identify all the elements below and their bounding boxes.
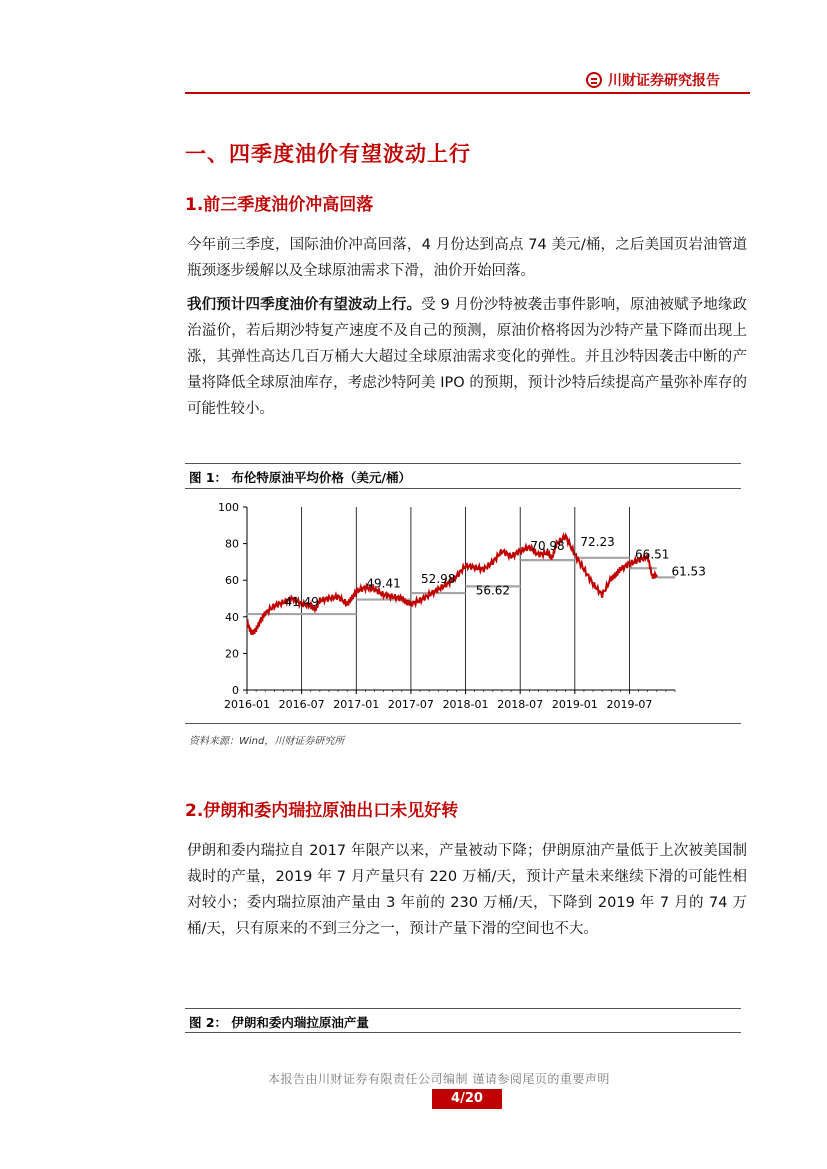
x-tick-label: 2017-01 — [333, 698, 380, 711]
y-tick-label: 60 — [225, 574, 239, 588]
paragraph-2-body: 受 9 月份沙特被袭击事件影响，原油被赋予地缘政治溢价，若后期沙特复产速度不及自己的预测，原油价格将因为沙特产量下降而出现上涨，其弹性高达几百万桶大大超过全球原油需求变化的弹性。并且沙特因袭击中断的产量将降低全球原油库存，考虑沙特阿美 IPO 的预期，预计沙特后续提高产量弥补库存的可能性较小。 — [187, 297, 747, 417]
header-brand — [586, 70, 720, 90]
page-number: 4/20 — [432, 1089, 502, 1109]
footer-disclaimer: 本报告由川财证券有限责任公司编制 谨请参阅尾页的重要声明 — [268, 1072, 610, 1086]
paragraph-3: 伊朗和委内瑞拉自 2017 年限产以来，产量被动下降；伊朗原油产量低于上次被美国制裁时的产量，2019 年 7 月产量只有 220 万桶/天，预计产量未来继续下滑的可能性相对较小；委内瑞拉原油产量由 3 年前的 230 万桶/天，下降到 2019 年 7 月的 74 万桶/天，只有原来的不到三分之一，预计产量下滑的空间也不大。 — [187, 843, 747, 937]
average-price-label: 72.23 — [580, 534, 615, 549]
paragraph-1: 今年前三季度，国际油价冲高回落，4 月份达到高点 74 美元/桶，之后美国页岩油管道瓶颈逐步缓解以及全球原油需求下滑，油价开始回落。 — [187, 237, 747, 279]
average-price-label: 52.98 — [421, 572, 456, 587]
figure-1-source: 资料来源：Wind，川财证券研究所 — [189, 736, 345, 747]
y-tick-label: 40 — [225, 610, 239, 624]
section-title: 一、四季度油价有望波动上行 — [185, 142, 471, 166]
y-tick-label: 80 — [225, 537, 239, 551]
figure-1-title-rule — [185, 488, 741, 489]
subsection-2-title: 2.伊朗和委内瑞拉原油出口未见好转 — [185, 801, 459, 821]
figure-2-title: 图 2： 伊朗和委内瑞拉原油产量 — [189, 1015, 369, 1030]
header-rule — [185, 92, 750, 94]
subsection-1-title: 1.前三季度油价冲高回落 — [185, 195, 374, 215]
average-price-label: 41.49 — [284, 595, 319, 610]
average-price-label: 66.51 — [635, 547, 670, 562]
x-tick-label: 2019-01 — [551, 698, 598, 711]
average-price-label: 49.41 — [366, 576, 401, 591]
y-tick-label: 20 — [225, 647, 239, 661]
average-price-label: 70.98 — [530, 539, 565, 554]
y-tick-label: 0 — [232, 684, 239, 697]
paragraph-2 — [187, 292, 747, 422]
paragraph-2-lead: 我们预计四季度油价有望波动上行。 — [187, 297, 422, 313]
figure-1-bottom-rule — [185, 723, 741, 724]
figure-1-top-rule — [185, 463, 741, 464]
brand-logo-icon — [586, 72, 602, 88]
figure-2-top-rule — [185, 1008, 741, 1009]
x-tick-label: 2019-07 — [606, 698, 653, 711]
x-tick-label: 2017-07 — [387, 698, 434, 711]
x-tick-label: 2018-01 — [442, 698, 489, 711]
brent-price-chart — [185, 495, 741, 720]
x-tick-label: 2016-01 — [224, 698, 270, 711]
y-tick-label: 100 — [218, 501, 239, 514]
average-price-label: 61.53 — [671, 564, 706, 579]
figure-1-title: 图 1： 布伦特原油平均价格（美元/桶） — [189, 470, 411, 485]
figure-2-title-rule — [185, 1032, 741, 1033]
x-tick-label: 2018-07 — [497, 698, 544, 711]
brand-name: 川财证券研究报告 — [608, 73, 720, 89]
average-price-label: 56.62 — [475, 583, 511, 598]
x-tick-label: 2016-07 — [278, 698, 325, 711]
